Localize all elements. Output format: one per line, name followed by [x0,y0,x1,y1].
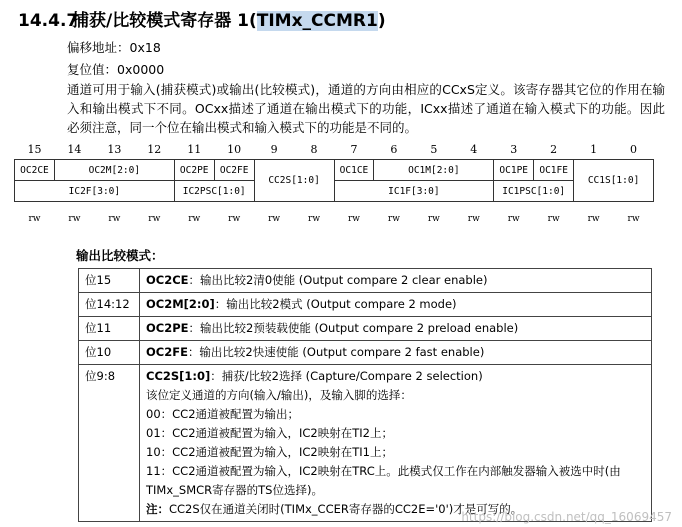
field-description [140,317,652,341]
bit-number: 6 [390,142,398,156]
table-row [79,365,652,522]
field-cc1s: CC1S[1:0] [574,160,654,202]
register-name: TIMx_CCMR1 [256,11,378,31]
bit-number: 12 [147,142,162,156]
detail-line: 10：CC2通道被配置为输入，IC2映射在TI1上； [146,445,393,459]
access-type: rw [108,214,121,224]
access-type: rw [627,214,640,224]
field-oc1m: OC1M[2:0] [374,160,494,181]
detail-line: 该位定义通道的方向(输入/输出)，及输入脚的选择： [146,388,412,402]
field-summary: ：输出比较2预装载使能 (Output compare 2 preload enable) [188,321,519,335]
field-name: CC2S[1:0] [146,369,211,383]
bit-number: 7 [350,142,358,156]
access-type: rw [308,214,321,224]
field-summary: ：输出比较2清0使能 (Output compare 2 clear enable) [188,273,488,287]
table-row [79,269,652,293]
access-type: rw [427,214,440,224]
field-oc2pe: OC2PE [174,160,214,181]
field-description [140,365,652,522]
reset-value-text: 0x0000 [117,62,165,77]
bit-number: 10 [227,142,242,156]
table-row [79,293,652,317]
bit-range: 位9:8 [79,365,140,522]
section-heading [18,6,386,31]
field-summary: ：输出比较2快速使能 (Output compare 2 fast enable) [187,345,485,359]
title-prefix: 捕获/比较模式寄存器 1( [72,11,257,31]
field-ic2psc: IC2PSC[1:0] [174,181,254,202]
watermark: https://blog.csdn.net/qq_16069457 [461,510,672,524]
field-oc2ce: OC2CE [15,160,55,181]
access-type: rw [547,214,560,224]
bit-number: 3 [510,142,518,156]
bit-number: 15 [27,142,42,156]
access-type: rw [28,214,41,224]
description-paragraph: 通道可用于输入(捕获模式)或输出(比较模式)，通道的方向由相应的CCxS定义。该寄存器其它位的作用在输入和输出模式下不同。OCxx描述了通道在输出模式下的功能，ICxx描述了通道在输入模式下的功能。因此必须注意，同一个位在输出模式和输入模式下的功能是不同的。 [67,82,665,135]
field-ic1psc: IC1PSC[1:0] [494,181,574,202]
access-row [15,202,654,225]
bit-number: 13 [107,142,122,156]
offset-value: 0x18 [129,40,161,55]
note-label: 注： [146,502,169,516]
bit-number-row [15,139,654,160]
bit-number: 1 [590,142,598,156]
access-type: rw [148,214,161,224]
field-oc1pe: OC1PE [494,160,534,181]
output-field-row [15,160,654,181]
bit-number: 8 [310,142,318,156]
access-type: rw [507,214,520,224]
field-name: OC2FE [146,345,188,359]
field-summary: ：输出比较2模式 (Output compare 2 mode) [214,297,457,311]
field-oc2fe: OC2FE [214,160,254,181]
access-type: rw [587,214,600,224]
bit-number: 4 [470,142,478,156]
access-type: rw [347,214,360,224]
detail-line: 00：CC2通道被配置为输出； [146,407,300,421]
register-bit-table [14,139,654,224]
section-number: 14.4.7 [18,11,79,31]
bit-number: 5 [430,142,438,156]
note-text: CC2S仅在通道关闭时(TIMx_CCER寄存器的CC2E='0')才是可写的。 [169,502,523,516]
access-type: rw [188,214,201,224]
bit-range: 位14:12 [79,293,140,317]
field-description [140,269,652,293]
section-subtitle: 输出比较模式： [76,248,164,263]
bit-range: 位10 [79,341,140,365]
input-field-row [15,181,654,202]
table-row [79,317,652,341]
field-name: OC2CE [146,273,189,287]
access-type: rw [268,214,281,224]
field-name: OC2M[2:0] [146,297,215,311]
bit-number: 2 [550,142,558,156]
access-type: rw [68,214,81,224]
field-cc2s: CC2S[1:0] [254,160,334,202]
field-description-table [78,268,652,522]
field-ic2f: IC2F[3:0] [15,181,175,202]
field-ic1f: IC1F[3:0] [334,181,494,202]
field-oc1ce: OC1CE [334,160,374,181]
field-name: OC2PE [146,321,189,335]
bit-number: 11 [187,142,202,156]
bit-number: 14 [67,142,82,156]
offset-address [67,38,161,56]
access-type: rw [467,214,480,224]
field-oc1fe: OC1FE [534,160,574,181]
field-summary: ：捕获/比较2选择 (Capture/Compare 2 selection) [210,369,483,383]
detail-line: 01：CC2通道被配置为输入，IC2映射在TI2上； [146,426,393,440]
access-type: rw [387,214,400,224]
bit-range: 位11 [79,317,140,341]
offset-label: 偏移地址： [67,40,130,55]
table-row [79,341,652,365]
field-oc2m: OC2M[2:0] [54,160,174,181]
reset-value [67,60,164,78]
field-description [140,293,652,317]
detail-line: 11：CC2通道被配置为输入，IC2映射在TRC上。此模式仅工作在内部触发器输入被选中时(由TIMx_SMCR寄存器的TS位选择)。 [146,464,621,497]
bit-number: 9 [270,142,278,156]
field-description [140,341,652,365]
title-suffix: ) [377,11,386,31]
reset-label: 复位值： [67,62,118,77]
bit-number: 0 [630,142,638,156]
bit-range: 位15 [79,269,140,293]
access-type: rw [228,214,241,224]
